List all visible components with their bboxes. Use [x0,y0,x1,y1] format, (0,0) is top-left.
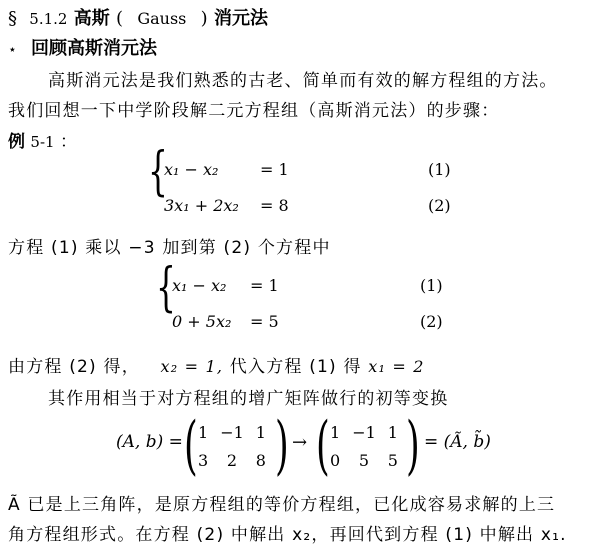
section-name: Gauss [137,9,187,28]
step1-text: 方程 (1) 乘以 −3 加到第 (2) 个方程中 [8,238,331,258]
system1-brace: { [148,142,168,202]
star-bullet-icon: ⋆ [8,42,17,58]
result-line [8,352,425,377]
section-title-cn2: 消元法 [213,8,268,29]
system1-eq2-lhs: 3x₁ + 2x₂ [164,196,239,215]
matrix2-row [324,418,404,446]
intro-line-2: 我们回想一下中学阶段解二元方程组（高斯消元法）的步骤： [8,101,500,121]
matrix1-cell: 1 [198,422,209,442]
matrix2-cell: 1 [387,422,398,442]
system1-eq2-rhs: = 8 [260,196,289,215]
intro-line-1: 高斯消元法是我们熟悉的古老、简单而有效的解方程组的方法。 [48,71,558,91]
result-part1: 由方程 (2) 得， [8,357,140,377]
section-title-cn: 高斯 [73,8,110,29]
matrix2-cell: −1 [352,422,376,442]
system2-eq1-number: (1) [420,276,443,295]
system1-eq1-rhs: = 1 [260,160,289,179]
system2-brace: { [156,258,176,318]
subheading [8,34,157,60]
matrix2-row [324,446,404,474]
matrix1-cell: 2 [226,450,238,470]
system2-eq1-rhs: = 1 [250,276,279,295]
matrix-lhs: (A, b) = [116,432,183,452]
matrix2-cell: 0 [330,450,341,470]
system1-eq2-number: (2) [428,196,451,215]
conclusion-line-1: Ã 已是上三角阵，是原方程组的等价方程组，已化成容易求解的上三 [8,495,556,515]
example-number: 5-1 [30,133,55,151]
transform-arrow: → [292,432,308,453]
matrix2-left-paren: ( [316,409,330,483]
conclusion-line-2: 角方程组形式。在方程 (2) 中解出 x₂，再回代到方程 (1) 中解出 x₁. [8,525,567,545]
section-rparen: ) [200,8,208,29]
matrix1-cell: 1 [255,422,266,442]
section-heading [8,4,268,30]
system2-eq2-rhs: = 5 [250,312,279,331]
system1-eq1-lhs: x₁ − x₂ [164,160,219,179]
system2-eq2-number: (2) [420,312,443,331]
section-lparen: ( [116,8,124,29]
matrix2-right-paren: ) [406,409,420,483]
example-colon: ： [59,132,77,152]
matrix1 [192,418,272,474]
matrix2-cell: 5 [358,450,370,470]
section-number: 5.1.2 [29,10,68,28]
example-label [8,127,77,152]
matrix2-cell: 5 [387,450,398,470]
subheading-text: 回顾高斯消元法 [31,38,158,59]
result-part2: 代入方程 (1) 得 [229,357,362,377]
matrix1-left-paren: ( [184,409,198,483]
matrix1-cell: 3 [198,450,209,470]
augmented-text: 其作用相当于对方程组的增广矩阵做行的初等变换 [48,389,449,409]
matrix1-cell: 8 [255,450,266,470]
matrix1-cell: −1 [220,422,244,442]
section-symbol: § [8,8,17,29]
matrix2-cell: 1 [330,422,341,442]
system2-eq2-lhs: 0 + 5x₂ [172,312,232,331]
example-word: 例 [8,132,25,152]
system2-eq1-lhs: x₁ − x₂ [172,276,227,295]
matrix2 [324,418,404,474]
result-solution-x1: x₁ = 2 [368,357,425,376]
system1-eq1-number: (1) [428,160,451,179]
matrix1-right-paren: ) [275,409,289,483]
matrix1-row [192,446,272,474]
result-solution-x2: x₂ = 1, [160,357,224,376]
matrix-rhs: = (Ã, b̃) [424,432,491,452]
matrix1-row [192,418,272,446]
